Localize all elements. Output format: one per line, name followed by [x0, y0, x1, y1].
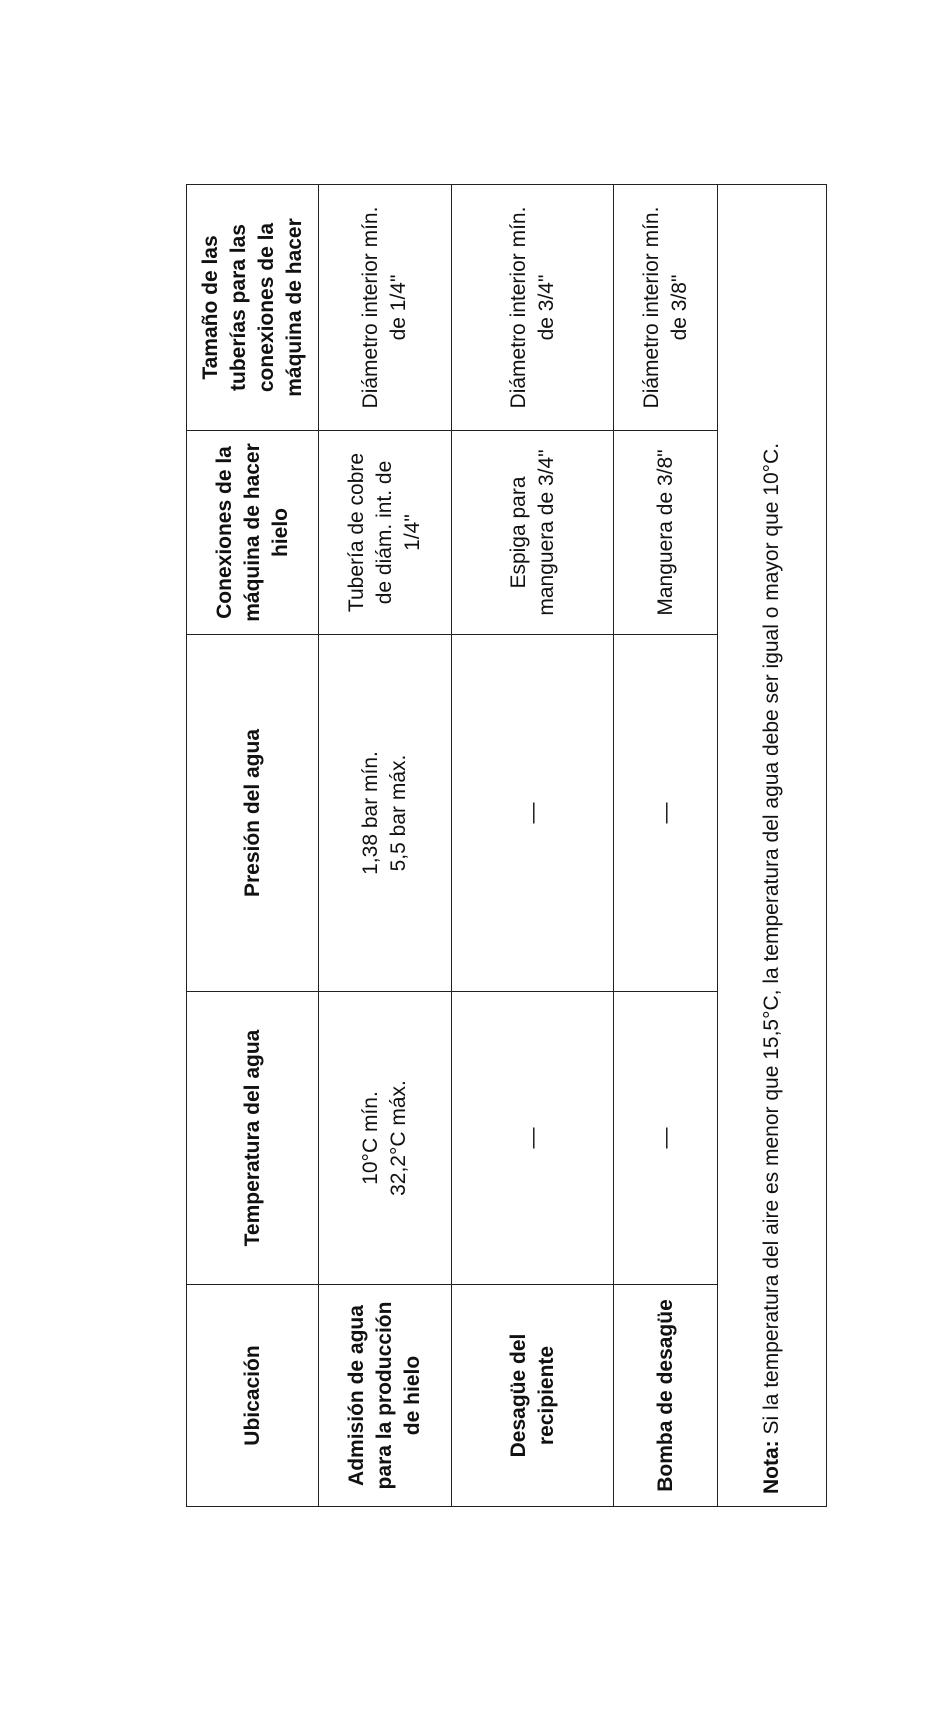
table-row — [319, 185, 452, 1507]
row-connection: Tubería de cobre de diám. int. de 1/4" — [319, 431, 452, 635]
row-location: Desagüe del recipiente — [452, 1285, 614, 1507]
row-pipe-size: Diámetro interior mín. de 1/4" — [319, 185, 452, 431]
header-water-temperature: Temperatura del agua — [187, 992, 319, 1285]
row-temperature — [319, 992, 452, 1285]
water-supply-spec-table — [186, 184, 827, 1507]
row-connection: Manguera de 3/8" — [614, 431, 718, 635]
table-note — [718, 185, 827, 1507]
table-row — [614, 185, 718, 1507]
row-pipe-size: Diámetro interior mín. de 3/4" — [452, 185, 614, 431]
row-connection: Espiga para manguera de 3/4" — [452, 431, 614, 635]
pressure-max: 5,5 bar máx. — [387, 754, 410, 872]
row-location: Bomba de desagüe — [614, 1285, 718, 1507]
row-pipe-size: Diámetro interior mín. de 3/8" — [614, 185, 718, 431]
row-temperature: — — [452, 992, 614, 1285]
temperature-min: 10°C mín. — [359, 1091, 382, 1185]
temperature-max: 32,2°C máx. — [387, 1080, 410, 1196]
pressure-min: 1,38 bar mín. — [359, 751, 382, 875]
row-location: Admisión de agua para la producción de hielo — [319, 1285, 452, 1507]
table-row — [452, 185, 614, 1507]
header-pipe-size: Tamaño de las tuberías para las conexiones de la máquina de hacer — [187, 185, 319, 431]
row-pressure: — — [452, 635, 614, 992]
table-note-row — [718, 185, 827, 1507]
row-temperature: — — [614, 992, 718, 1285]
note-text: Si la temperatura del aire es menor que 15,5°C, la temperatura del agua debe ser igual o mayor que 10°C. — [760, 442, 783, 1435]
table-header-row — [187, 185, 319, 1507]
row-pressure: — — [614, 635, 718, 992]
header-location: Ubicación — [187, 1285, 319, 1507]
header-water-pressure: Presión del agua — [187, 635, 319, 992]
row-pressure — [319, 635, 452, 992]
rotated-table-container — [186, 185, 826, 1507]
note-label: Nota: — [760, 1440, 783, 1494]
header-ice-maker-connections: Conexiones de la máquina de hacer hielo — [187, 431, 319, 635]
